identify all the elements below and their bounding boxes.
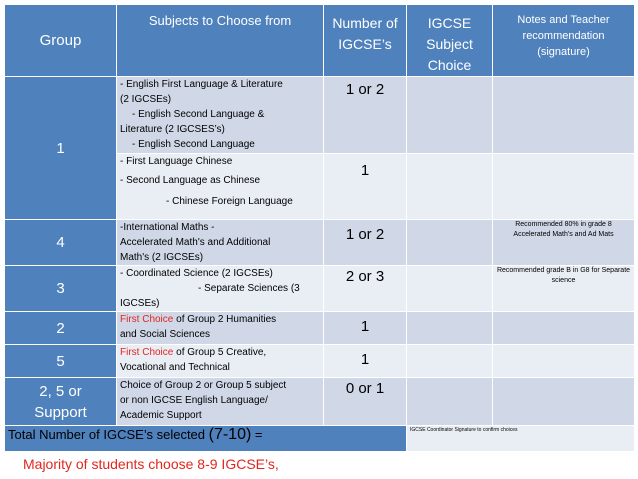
choice-cell[interactable]: [407, 345, 493, 378]
group-cell: 3: [5, 266, 117, 312]
subjects-cell: - First Language Chinese - Second Language as Chinese - Chinese Foreign Language: [117, 154, 324, 220]
choice-cell[interactable]: [407, 154, 493, 220]
header-group: Group: [5, 5, 117, 77]
number-cell: 2 or 3: [324, 266, 407, 312]
choice-cell[interactable]: [407, 77, 493, 154]
choice-cell[interactable]: [407, 220, 493, 266]
subjects-cell: Choice of Group 2 or Group 5 subject or non IGCSE English Language/ Academic Support: [117, 378, 324, 426]
number-cell: 1: [324, 312, 407, 345]
table-row: [5, 266, 635, 312]
header-subjects: Subjects to Choose from: [117, 5, 324, 77]
notes-cell[interactable]: Recommended 80% in grade 8 Accelerated Math's and Ad Mats: [493, 220, 635, 266]
notes-cell[interactable]: [493, 154, 635, 220]
header-number: Number of IGCSE’s: [324, 5, 407, 77]
group-cell: 1: [5, 77, 117, 220]
notes-cell[interactable]: [493, 345, 635, 378]
table-row: [5, 378, 635, 426]
total-label: Total Number of IGCSE’s selected (7-10) =: [5, 426, 407, 452]
number-cell: 1: [324, 154, 407, 220]
group-cell: 2, 5 or Support: [5, 378, 117, 426]
table-row: [5, 220, 635, 266]
igcse-choice-table: [4, 4, 635, 452]
table-row: [5, 345, 635, 378]
total-row: [5, 426, 635, 452]
group-cell: 4: [5, 220, 117, 266]
table-row: [5, 77, 635, 154]
notes-cell[interactable]: [493, 312, 635, 345]
group-cell: 5: [5, 345, 117, 378]
header-choice: IGCSE Subject Choice: [407, 5, 493, 77]
subjects-cell: - English First Language & Literature (2 IGCSEs) - English Second Language & Literature (2 IGCSES’s) - English Second Language: [117, 77, 324, 154]
number-cell: 1 or 2: [324, 77, 407, 154]
header-row: [5, 5, 635, 77]
number-cell: 0 or 1: [324, 378, 407, 426]
number-cell: 1 or 2: [324, 220, 407, 266]
choice-cell[interactable]: [407, 312, 493, 345]
subjects-cell: - Coordinated Science (2 IGCSEs) - Separate Sciences (3 IGCSEs): [117, 266, 324, 312]
footnote: Majority of students choose 8-9 IGCSE’s,: [23, 456, 279, 472]
subjects-cell: -International Maths - Accelerated Math's and Additional Math's (2 IGCSEs): [117, 220, 324, 266]
choice-cell[interactable]: [407, 378, 493, 426]
subjects-cell: First Choice of Group 5 Creative, Vocational and Technical: [117, 345, 324, 378]
number-cell: 1: [324, 345, 407, 378]
subjects-cell: First Choice of Group 2 Humanities and Social Sciences: [117, 312, 324, 345]
notes-cell[interactable]: [493, 77, 635, 154]
group-cell: 2: [5, 312, 117, 345]
notes-cell[interactable]: [493, 378, 635, 426]
coordinator-signature-cell[interactable]: IGCSE Coordinator Signature to confirm choices: [407, 426, 635, 452]
header-notes: Notes and Teacher recommendation (signature): [493, 5, 635, 77]
notes-cell[interactable]: Recommended grade B in G8 for Separate science: [493, 266, 635, 312]
table-row: [5, 312, 635, 345]
choice-cell[interactable]: [407, 266, 493, 312]
